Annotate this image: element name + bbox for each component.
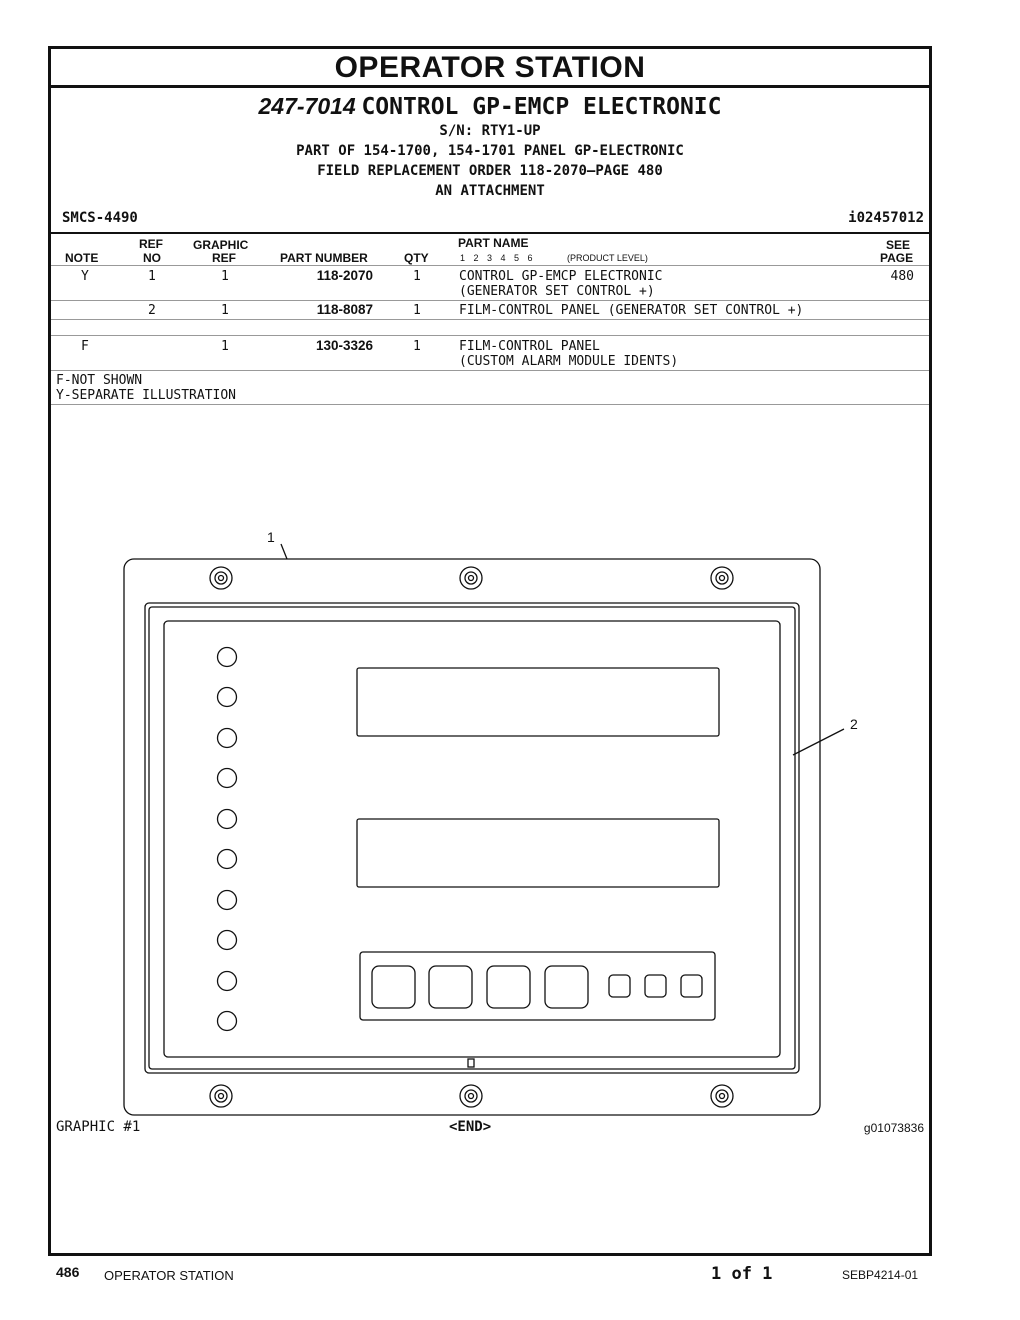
col-graphic-top: GRAPHIC — [193, 238, 249, 252]
mounting-plate — [124, 559, 820, 1115]
indicator-lamp — [218, 891, 237, 910]
row1-qty: 1 — [413, 269, 421, 284]
keypad-key-2 — [429, 966, 472, 1008]
screw-top-right — [711, 567, 733, 589]
row1-name-line2: (GENERATOR SET CONTROL +) — [459, 284, 655, 299]
col-see-bottom: PAGE — [880, 251, 914, 265]
keypad-key-1 — [372, 966, 415, 1008]
col-levels: 1 2 3 4 5 6 — [460, 253, 533, 263]
col-qty: QTY — [404, 251, 429, 265]
doc-id: SEBP4214-01 — [842, 1268, 919, 1282]
smcs-code: SMCS-4490 — [62, 210, 138, 226]
col-ref-top: REF — [139, 237, 163, 251]
table-top-rule — [51, 232, 929, 234]
callout-1: 1 — [267, 529, 275, 545]
col-part-name: PART NAME — [458, 236, 529, 250]
row-rule — [51, 319, 929, 320]
part-group-title — [51, 93, 929, 120]
header-rule — [51, 265, 929, 266]
row2-ref-no: 2 — [148, 303, 156, 318]
section-title: OPERATOR STATION — [51, 49, 929, 88]
row3-part-number: 130-3326 — [315, 338, 373, 353]
bezel-tab — [468, 1059, 474, 1067]
serial-number: S/N: RTY1-UP — [439, 123, 541, 139]
indicator-lamp — [218, 931, 237, 950]
note-f: F-NOT SHOWN — [56, 373, 143, 388]
row1-graphic-ref: 1 — [221, 269, 229, 284]
upper-display — [357, 668, 719, 736]
keypad-key-4 — [545, 966, 588, 1008]
row-rule — [51, 335, 929, 336]
callout-1-leader — [281, 544, 287, 559]
lower-display — [357, 819, 719, 887]
col-part-number: PART NUMBER — [280, 251, 368, 265]
indicator-lamp — [218, 850, 237, 869]
indicator-lamp — [218, 1012, 237, 1031]
screw-bottom-center — [460, 1085, 482, 1107]
keypad-key-7 — [681, 975, 702, 997]
attachment-line: AN ATTACHMENT — [435, 183, 545, 199]
callout-2: 2 — [850, 716, 858, 732]
callout-2-leader — [793, 729, 844, 755]
part-group-name: CONTROL GP-EMCP ELECTRONIC — [361, 94, 722, 120]
control-panel-illustration — [51, 519, 929, 1159]
indicator-lamp — [218, 688, 237, 707]
footer-section: OPERATOR STATION — [104, 1268, 234, 1283]
page-of: 1 of 1 — [711, 1264, 773, 1284]
note-y: Y-SEPARATE ILLUSTRATION — [56, 388, 237, 403]
end-marker: <END> — [449, 1119, 492, 1135]
screw-bottom-left — [210, 1085, 232, 1107]
notes-rule — [51, 404, 929, 405]
col-ref-bottom: NO — [143, 251, 161, 265]
part-group-number: 247-7014 — [258, 93, 356, 119]
screw-top-left — [210, 567, 232, 589]
row3-name-line2: (CUSTOM ALARM MODULE IDENTS) — [459, 354, 679, 369]
page-number: 486 — [56, 1264, 80, 1280]
row2-qty: 1 — [413, 303, 421, 318]
screw-bottom-right — [711, 1085, 733, 1107]
col-product-level: (PRODUCT LEVEL) — [567, 253, 648, 263]
keypad-key-6 — [645, 975, 666, 997]
row2-graphic-ref: 1 — [221, 303, 229, 318]
field-replacement-line: FIELD REPLACEMENT ORDER 118-2070—PAGE 480 — [317, 163, 663, 179]
row1-name-line1: CONTROL GP-EMCP ELECTRONIC — [459, 269, 663, 284]
keypad-key-3 — [487, 966, 530, 1008]
col-graphic-bottom: REF — [212, 251, 236, 265]
row-rule — [51, 300, 929, 301]
keypad — [360, 952, 715, 1020]
row-rule — [51, 370, 929, 371]
indicator-lamp — [218, 972, 237, 991]
indicator-lamp — [218, 729, 237, 748]
indicator-lamp — [218, 810, 237, 829]
col-see-top: SEE — [886, 238, 911, 252]
page-frame — [48, 46, 932, 1256]
row3-graphic-ref: 1 — [221, 339, 229, 354]
keypad-key-5 — [609, 975, 630, 997]
illustration-id: i02457012 — [848, 210, 924, 226]
indicator-lamp — [218, 648, 237, 667]
row2-name-line1: FILM-CONTROL PANEL (GENERATOR SET CONTROL +) — [459, 303, 804, 318]
indicator-lamp — [218, 769, 237, 788]
screw-top-center — [460, 567, 482, 589]
part-of-line: PART OF 154-1700, 154-1701 PANEL GP-ELECTRONIC — [296, 143, 684, 159]
row1-ref-no: 1 — [148, 269, 156, 284]
row2-part-number: 118-8087 — [316, 302, 373, 317]
graphic-label: GRAPHIC #1 — [56, 1119, 141, 1135]
col-note: NOTE — [65, 251, 99, 265]
row1-see-page: 480 — [890, 269, 914, 284]
row1-note: Y — [81, 269, 89, 284]
row3-name-line1: FILM-CONTROL PANEL — [459, 339, 600, 354]
row3-note: F — [81, 339, 89, 354]
row1-part-number: 118-2070 — [316, 268, 373, 283]
graphic-id: g01073836 — [863, 1121, 924, 1135]
row3-qty: 1 — [413, 339, 421, 354]
